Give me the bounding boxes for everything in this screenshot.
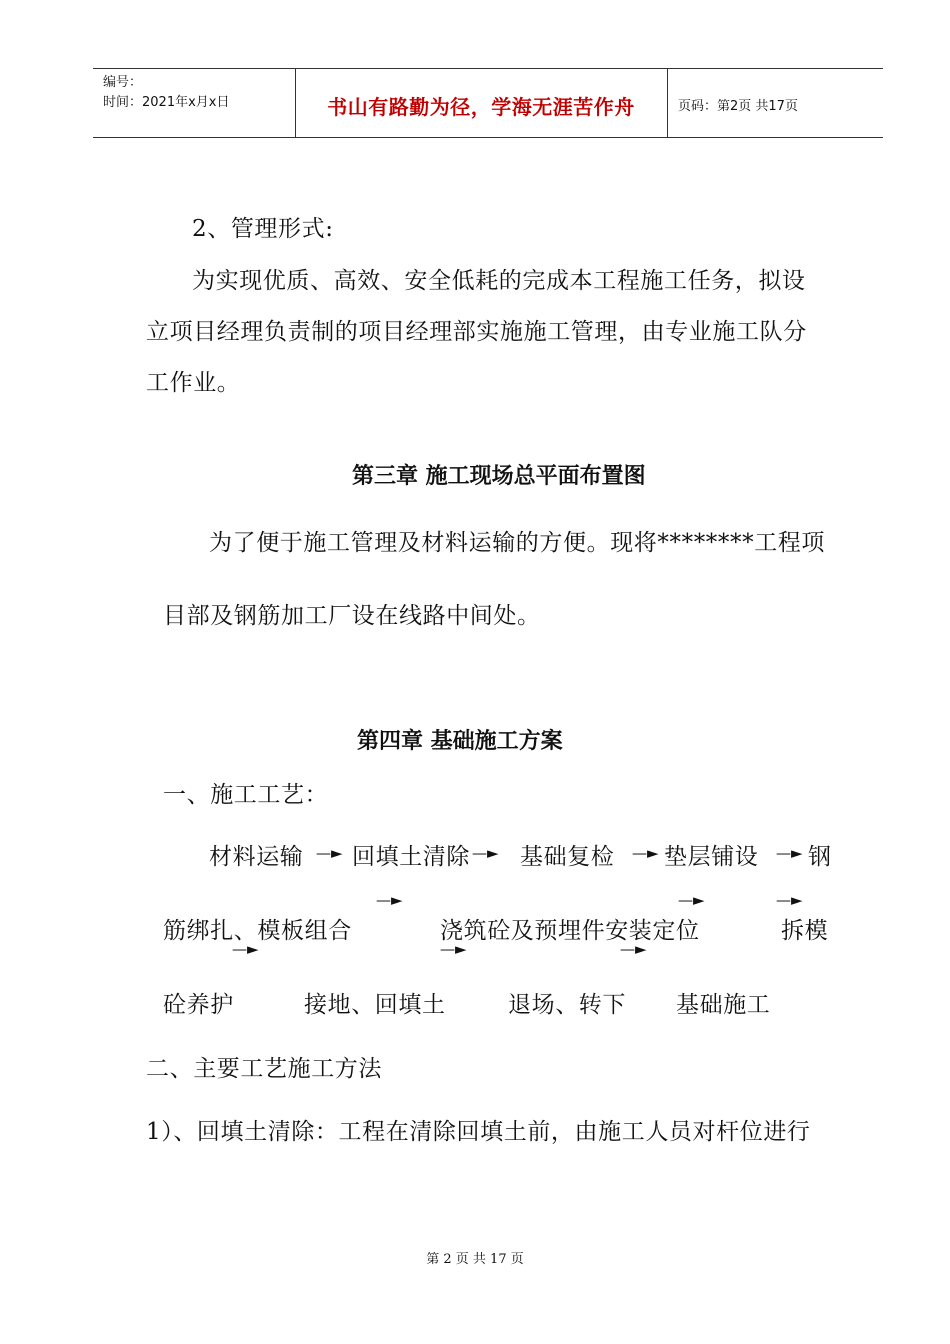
flow-step: 回填土清除 (352, 844, 470, 870)
page-footer: 第 2 页 共 17 页 (426, 1252, 524, 1267)
flow-step: 基础复检 (520, 844, 615, 870)
section-heading-management: 2、管理形式: (192, 216, 334, 242)
flow-step: 退场、转下 (508, 992, 626, 1018)
flow-step: 筋绑扎、模板组合 (163, 918, 352, 944)
header-motto-cell (295, 69, 668, 137)
chapter-title: 第三章 施工现场总平面布置图 (352, 464, 646, 489)
paragraph-line: 1）、回填土清除：工程在清除回填土前，由施工人员对杆位进行 (146, 1119, 811, 1145)
paragraph-line: 工作业。 (146, 370, 241, 396)
paragraph-line: 目部及钢筋加工厂设在线路中间处。 (163, 603, 541, 629)
subsection-heading: 一、施工工艺： (163, 782, 329, 808)
flow-step: 基础施工 (676, 992, 771, 1018)
arrow-right-icon: —► (776, 891, 803, 909)
flow-step: 浇筑砼及预埋件安装定位 (440, 918, 700, 944)
paragraph-line: 为实现优质、高效、安全低耗的完成本工程施工任务，拟设 (192, 268, 806, 294)
header-page-number: 页码：第2页 共17页 (678, 99, 798, 114)
arrow-right-icon: —► (376, 891, 403, 909)
paragraph-line: 立项目经理负责制的项目经理部实施施工管理，由专业施工队分 (146, 319, 807, 345)
document-number: 编号： (103, 75, 143, 90)
flow-step: 砼养护 (163, 992, 234, 1018)
flow-step: 钢 (808, 844, 832, 870)
document-time: 时间：2021年x月x日 (103, 95, 230, 110)
arrow-right-icon: —► (232, 940, 259, 958)
chapter-title: 第四章 基础施工方案 (357, 729, 563, 754)
arrow-right-icon: —► (620, 940, 647, 958)
flow-step: 垫层铺设 (664, 844, 759, 870)
arrow-right-icon: —► (776, 844, 803, 862)
arrow-right-icon: —► (678, 891, 705, 909)
header-meta-cell (93, 69, 296, 137)
flow-step: 接地、回填土 (304, 992, 446, 1018)
header-page-cell (668, 69, 883, 137)
flow-step: 拆模 (781, 918, 829, 944)
page-header (93, 68, 883, 138)
flow-step: 材料运输 (209, 844, 304, 870)
subsection-heading: 二、主要工艺施工方法 (146, 1056, 382, 1082)
header-motto: 书山有路勤为径，学海无涯苦作舟 (327, 95, 635, 119)
arrow-right-icon: —► (440, 940, 467, 958)
arrow-right-icon: —► (316, 844, 343, 862)
paragraph-line: 为了便于施工管理及材料运输的方便。现将********工程项 (209, 530, 825, 556)
arrow-right-icon: —► (472, 844, 499, 862)
arrow-right-icon: —► (632, 844, 659, 862)
